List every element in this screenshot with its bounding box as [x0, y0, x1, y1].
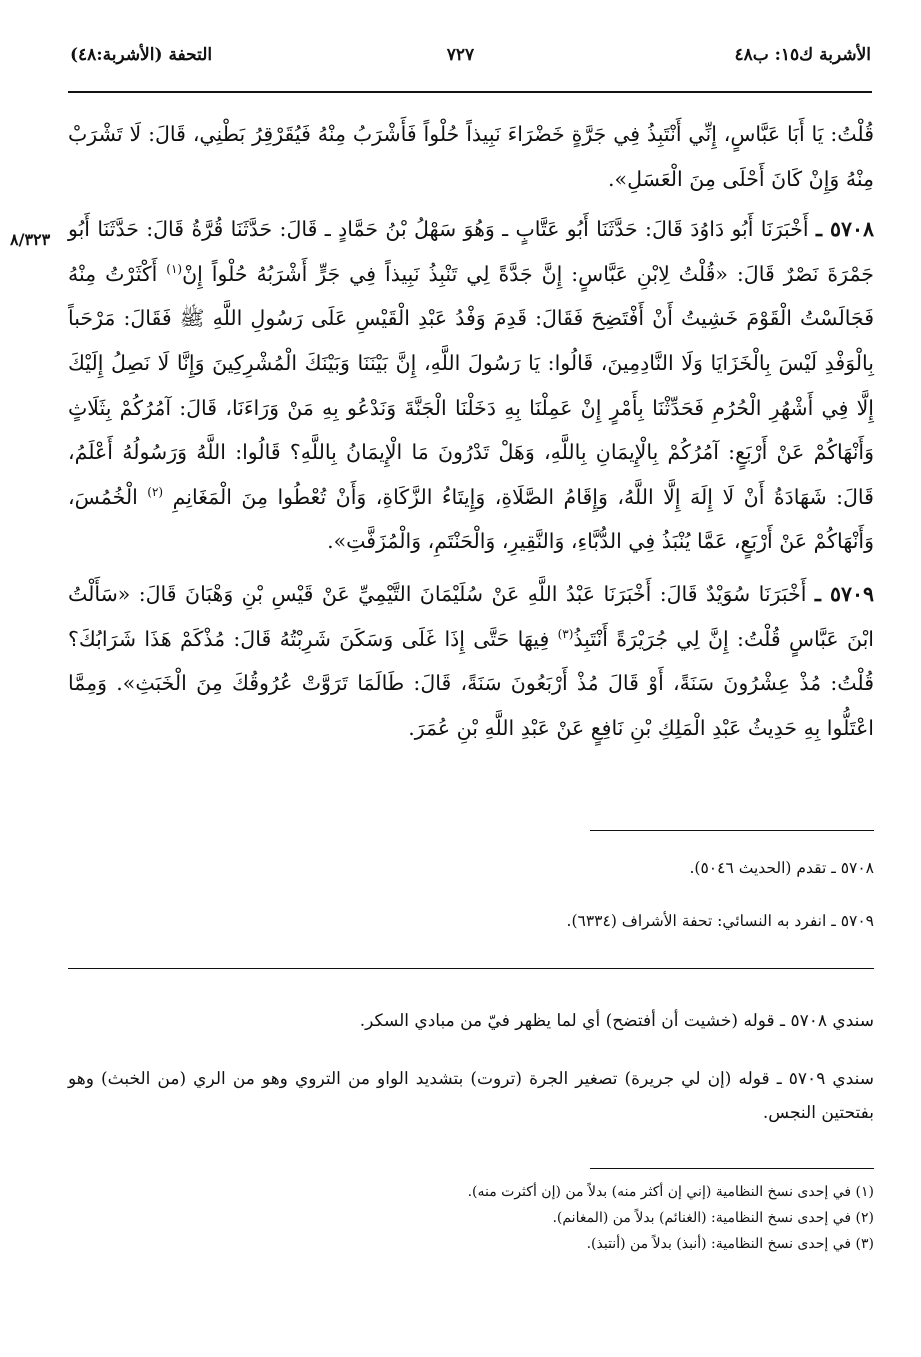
running-header-tuhfa: التحفة (الأشربة:٤٨)	[70, 45, 213, 65]
notes-rule	[590, 830, 874, 831]
hadith-text-continued: فِيهَا حَتَّى إِذَا غَلَى وَسَكَنَ شَرِبْتُهُ قَالَ: مُذْكَمْ هَذَا شَرَابُكَ؟ قُلْتُ: مُذْ عِشْرُونَ سَنَةً، أَوْ قَالَ مُذْ أَرْبَعُونَ سَنَةً، قَالَ: طَالَمَا تَرَوَّتْ عُرُوقُكَ مِنَ الْخَبَثِ». وَمِمَّا اعْتَلُّوا بِهِ حَدِيثُ عَبْدِ الْمَلِكِ بْنِ نَافِعٍ عَنْ عَبْدِ اللَّهِ بْنِ عُمَرَ.	[68, 626, 874, 740]
takhrij-note-5708: ٥٧٠٨ ـ تقدم (الحديث ٥٠٤٦).	[689, 859, 874, 877]
commentary-rule	[68, 968, 874, 969]
hadith-5709	[68, 572, 874, 750]
hadith-text-continued: أَكْثَرْتُ مِنْهُ فَجَالَسْتُ الْقَوْمَ خَشِيتُ أَنْ أَفْتَضِحَ فَقَالَ: قَدِمَ وَفْدُ عَبْدِ الْقَيْسِ عَلَى رَسُولِ اللَّهِ ﷺ فَقَالَ: مَرْحَباً بِالْوَفْدِ لَيْسَ بِالْخَزَايَا وَلَا النَّادِمِينَ، قَالُوا: يَا رَسُولَ اللَّهِ، إِنَّ بَيْنَنَا وَبَيْنَكَ الْمُشْرِكِينَ وَإِنَّا لَا نَصِلُ إِلَيْكَ إِلَّا فِي أَشْهُرِ الْحُرُمِ فَحَدِّثْنَا بِأَمْرٍ إِنْ عَمِلْنَا بِهِ دَخَلْنَا الْجَنَّةَ وَنَدْعُو بِهِ مَنْ وَرَاءَنَا، قَالَ: آمُرُكُمْ بِثَلَاثٍ وَأَنْهَاكُمْ عَنْ أَرْبَعٍ: آمُرُكُمْ بِالْإِيمَانِ بِاللَّهِ، وَهَلْ تَدْرُونَ مَا الْإِيمَانُ بِاللَّهِ؟ قَالُوا: اللَّهُ وَرَسُولُهُ أَعْلَمُ، قَالَ: شَهَادَةُ أَنْ لَا إِلَهَ إِلَّا اللَّهُ، وَإِقَامُ الصَّلَاةِ، وَإِيتَاءُ الزَّكَاةِ، وَأَنْ تُعْطُوا مِنَ الْمَغَانِمِ	[68, 261, 874, 509]
takhrij-note-5709: ٥٧٠٩ ـ انفرد به النسائي: تحفة الأشراف (٦٣٣٤).	[566, 912, 874, 930]
header-rule	[68, 91, 872, 93]
hadith-text: أَخْبَرَنَا سُوَيْدٌ قَالَ: أَخْبَرَنَا عَبْدُ اللَّهِ عَنْ سُلَيْمَانَ التَّيْمِيِّ عَنْ قَيْسِ بْنِ وَهْبَانَ قَالَ: «سَأَلْتُ ابْنَ عَبَّاسٍ قُلْتُ: إِنَّ لِي جُرَيْرَةً أَنْتَبِذُ	[68, 581, 874, 651]
footnote-marker: (١)	[166, 261, 183, 276]
margin-reference: ٨/٣٢٣	[10, 230, 51, 249]
footnote-3: (٣) في إحدى نسخ النظامية: (أنبذ) بدلاً من (أنتبذ).	[586, 1236, 874, 1252]
sindi-commentary-5708: سندي ٥٧٠٨ ـ قوله (خشيت أن أفتضح) أي لما يظهر فيّ من مبادي السكر.	[359, 1011, 874, 1031]
hadith-text: أَخْبَرَنَا أَبُو دَاوُدَ قَالَ: حَدَّثَنَا أَبُو عَتَّابٍ ـ وَهُوَ سَهْلُ بْنُ حَمَّادٍ ـ قَالَ: حَدَّثَنَا قُرَّةُ قَالَ: حَدَّثَنَا أَبُو جَمْرَةَ نَصْرٌ قَالَ: «قُلْتُ لِابْنِ عَبَّاسٍ: إِنَّ جَدَّةً لِي تَنْبِذُ نَبِيذاً فِي جَرٍّ أَشْرَبُهُ حُلْواً إِنْ	[68, 217, 874, 286]
hadith-number: ٥٧٠٨ ـ	[815, 217, 874, 242]
footnotes-rule	[590, 1168, 874, 1169]
page-number: ٧٢٧	[446, 45, 475, 65]
footnote-marker: (٢)	[147, 484, 164, 499]
footnote-1: (١) في إحدى نسخ النظامية (إني إن أكثر منه) بدلاً من (إن أكثرت منه).	[467, 1184, 874, 1200]
hadith-continuation	[68, 112, 874, 201]
footnote-marker: (٣)	[557, 626, 574, 641]
running-header-chapter: الأشربة ك١٥: ب٤٨	[734, 45, 871, 65]
sindi-commentary-5709: سندي ٥٧٠٩ ـ قوله (إن لي جريرة) تصغير الجرة (تروت) بتشديد الواو من التروي وهو من الري (من الخبث) وهو بفتحتين النجس.	[68, 1069, 874, 1123]
main-text	[68, 112, 874, 750]
hadith-continuation-text: قُلْتُ: يَا أَبَا عَبَّاسٍ، إِنِّي أَنْتَبِذُ فِي جَرَّةٍ خَضْرَاءَ نَبِيذاً حُلْواً فَأَشْرَبُ مِنْهُ فَيُقَرْقِرُ بَطْنِي، قَالَ: لَا تَشْرَبْ مِنْهُ وَإِنْ كَانَ أَحْلَى مِنَ الْعَسَلِ».	[68, 122, 874, 191]
hadith-number: ٥٧٠٩ ـ	[814, 581, 874, 606]
footnote-2: (٢) في إحدى نسخ النظامية: (الغنائم) بدلاً من (المغانم).	[552, 1210, 874, 1226]
hadith-text-end: الْخُمُسَ، وَأَنْهَاكُمْ عَنْ أَرْبَعٍ، عَمَّا يُنْبَذُ فِي الدُّبَّاءِ، وَالنَّقِيرِ، وَالْحَنْتَمِ، وَالْمُزَفَّتِ».	[68, 484, 874, 554]
hadith-5708	[68, 207, 874, 564]
